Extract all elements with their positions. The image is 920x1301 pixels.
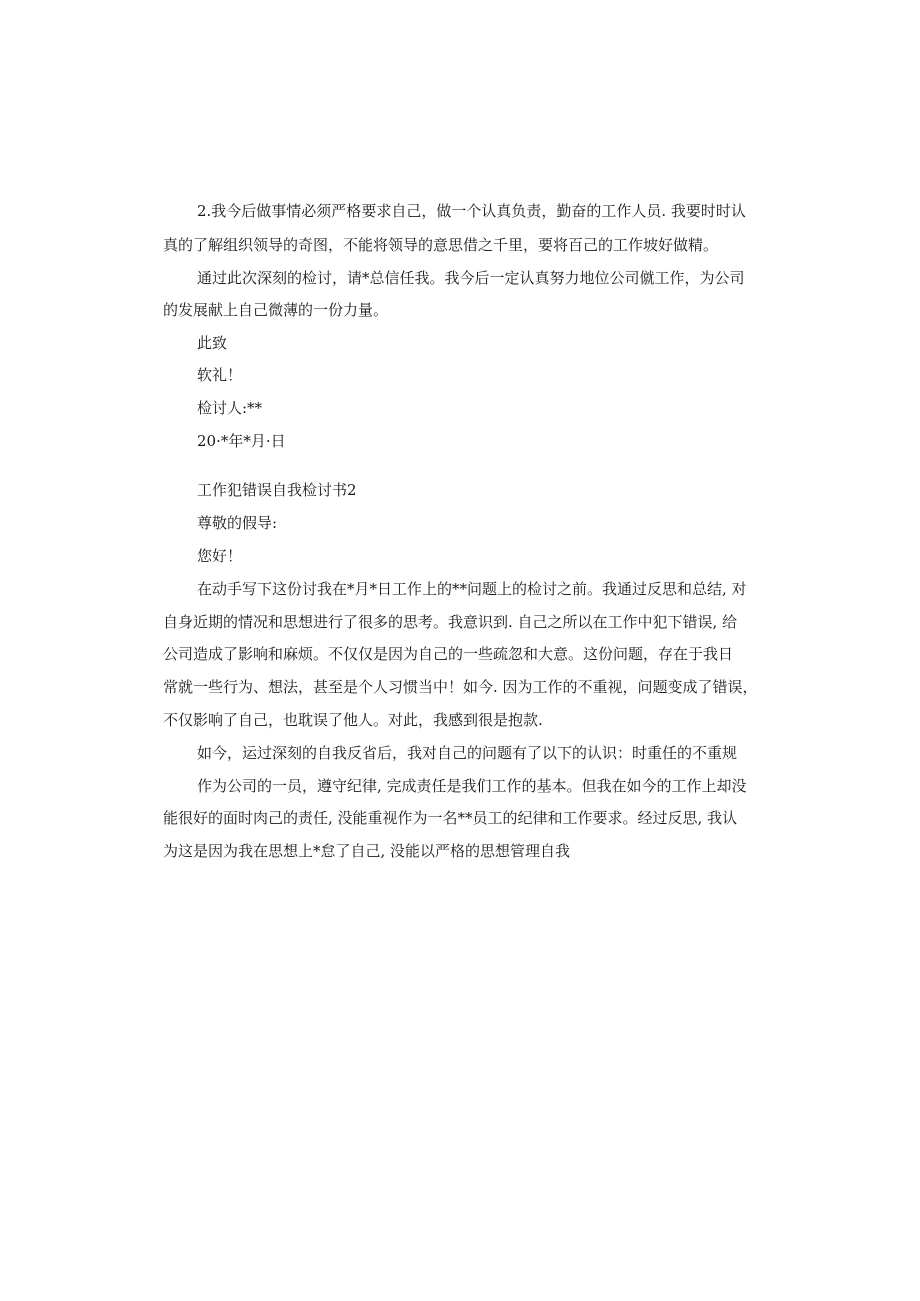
paragraph-3-line-2: 能很好的面时肉己的责任, 没能重视作为一名**员工的纪律和工作要求。经过反思, 我认 bbox=[163, 809, 738, 827]
paragraph-1-line-1: 在动手写下这份讨我在*月*日工作上的**问题上的检讨之前。我通过反思和总结, 对 bbox=[197, 580, 747, 598]
paragraph-2-line-1: 如今，运过深刻的自我反省后，我对自己的问题有了以下的认识：时重任的不重规 bbox=[197, 744, 738, 762]
greeting: 尊敬的假导: bbox=[197, 514, 278, 532]
document-title: 工作犯错误自我检讨书2 bbox=[197, 481, 357, 499]
paragraph-1-line-5: 不仅影响了自己，也耽误了他人。对此，我感到很是抱款. bbox=[163, 711, 543, 729]
paragraph-3-line-3: 为这是因为我在思想上*怠了自己, 没能以严格的思想管理自我 bbox=[163, 842, 571, 860]
closing-paragraph-line-1: 通过此次深刻的检讨，请*总信任我。我今后一定认真努力地位公司僦工作，为公司 bbox=[197, 269, 745, 287]
salutation-ci-zhi: 此致 bbox=[197, 334, 228, 352]
paragraph-1-line-3: 公司造成了影响和麻烦。不仅仅是因为自己的一些疏忽和大意。这份问题，存在于我日 bbox=[163, 645, 734, 663]
date: 20·*年*月·日 bbox=[197, 432, 286, 450]
item-2-line-1: 2.我今后做事情必须严格要求自己，做一个认真负责，勤奋的工作人员. 我要时时认 bbox=[197, 202, 746, 220]
signer: 检讨人:** bbox=[197, 399, 263, 417]
paragraph-3-line-1: 作为公司的一员，遵守纪律, 完成责任是我们工作的基本。但我在如今的工作上却没 bbox=[197, 777, 747, 795]
item-2-line-2: 真的了解组织领导的奇图，不能将领导的意思借之千里，要将百己的工作坡好做精。 bbox=[163, 236, 719, 254]
paragraph-1-line-4: 常就一些行为、想法，甚至是个人习惯当中！如今. 因为工作的不重视，问题变成了错误， bbox=[163, 678, 758, 696]
hello: 您好！ bbox=[197, 547, 243, 565]
salutation-jing-li: 软礼！ bbox=[197, 366, 243, 384]
paragraph-1-line-2: 自身近期的情况和思想进行了很多的思考。我意识到. 自己之所以在工作中犯下错误, 给 bbox=[163, 613, 738, 631]
closing-paragraph-line-2: 的发展献上自己微薄的一份力量。 bbox=[163, 301, 389, 319]
